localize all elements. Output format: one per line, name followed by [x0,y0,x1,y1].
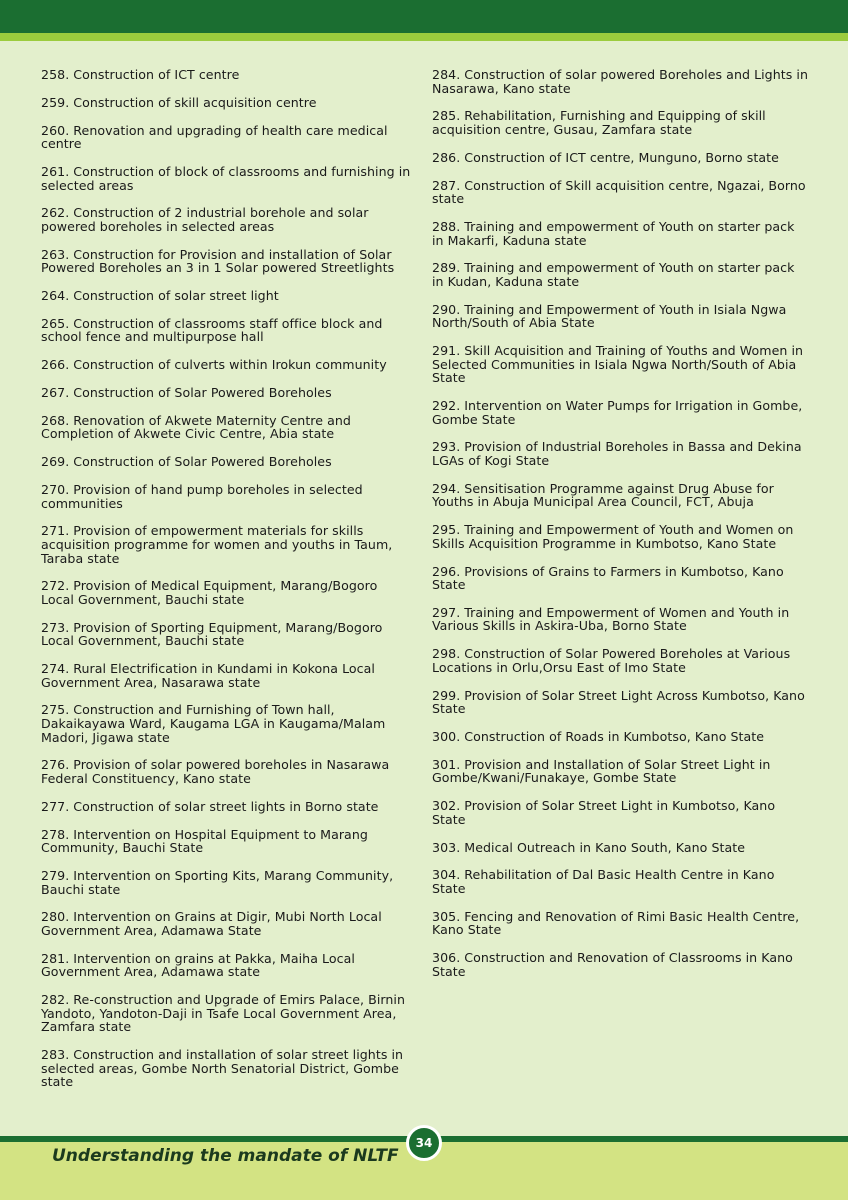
list-item: 279. Intervention on Sporting Kits, Marang Community, Bauchi state [41,867,394,897]
list-item: 271. Provision of empowerment materials for skills acquisition programme for women and youths in Taum, Taraba state [41,523,393,566]
list-item: 292. Intervention on Water Pumps for Irrigation in Gombe, Gombe State [432,398,803,427]
list-item: 263. Construction for Provision and installation of Solar Powered Boreholes an 3 in 1 Solar powered Streetlights [41,246,395,276]
list-item: 259. Construction of skill acquisition centre [41,94,317,110]
page-number-badge: 34 [406,1125,442,1161]
list-item: 260. Renovation and upgrading of health care medical centre [41,122,388,152]
list-item: 306. Construction and Renovation of Classrooms in Kano State [432,950,793,979]
list-item: 302. Provision of Solar Street Light in Kumbotso, Kano State [432,798,776,827]
list-item: 275. Construction and Furnishing of Town hall, Dakaikayawa Ward, Kaugama LGA in Kaugama/Malam Madori, Jigawa state [41,702,386,745]
list-item: 287. Construction of Skill acquisition centre, Ngazai, Borno state [432,177,806,207]
list-item: 293. Provision of Industrial Boreholes in Bassa and Dekina LGAs of Kogi State [432,439,802,468]
list-item: 280. Intervention on Grains at Digir, Mubi North Local Government Area, Adamawa State [41,909,382,938]
list-item: 303. Medical Outreach in Kano South, Kano State [432,839,746,855]
list-item: 304. Rehabilitation of Dal Basic Health Centre in Kano State [432,867,775,896]
list-item: 284. Construction of solar powered Boreholes and Lights in Nasarawa, Kano state [432,67,808,96]
list-item: 273. Provision of Sporting Equipment, Marang/Bogoro Local Government, Bauchi state [41,619,383,649]
list-item: 283. Construction and installation of solar street lights in selected areas, Gombe North Senatorial District, Gombe state [41,1047,404,1090]
list-item: 272. Provision of Medical Equipment, Marang/Bogoro Local Government, Bauchi state [41,578,378,607]
list-item: 286. Construction of ICT centre, Munguno, Borno state [432,149,779,165]
list-item: 281. Intervention on grains at Pakka, Maiha Local Government Area, Adamawa state [41,950,355,980]
list-item: 290. Training and Empowerment of Youth in Isiala Ngwa North/South of Abia State [432,301,787,331]
header-bar-dark [0,0,848,33]
footer-title: Understanding the mandate of NLTF [52,1146,399,1166]
list-item: 267. Construction of Solar Powered Boreholes [41,385,332,400]
header-bar-light [0,33,848,41]
list-item: 299. Provision of Solar Street Light Across Kumbotso, Kano State [432,687,805,717]
list-item: 298. Construction of Solar Powered Boreholes at Various Locations in Orlu,Orsu East of Imo State [432,646,791,675]
list-item: 268. Renovation of Akwete Maternity Centre and Completion of Akwete Civic Centre, Abia state [41,412,351,442]
list-item: 289. Training and empowerment of Youth on starter pack in Kudan, Kaduna state [432,260,795,289]
left-column [41,68,411,1103]
list-item: 266. Construction of culverts within Irokun community [41,357,387,373]
list-item: 295. Training and Empowerment of Youth and Women on Skills Acquisition Programme in Kumbotso, Kano State [432,522,794,551]
list-item: 274. Rural Electrification in Kundami in Kokona Local Government Area, Nasarawa state [41,661,375,690]
list-item: 296. Provisions of Grains to Farmers in Kumbotso, Kano State [432,563,784,593]
list-item: 278. Intervention on Hospital Equipment to Marang Community, Bauchi State [41,826,368,856]
list-item: 270. Provision of hand pump boreholes in selected communities [41,481,363,511]
list-item: 301. Provision and Installation of Solar Street Light in Gombe/Kwani/Funakaye, Gombe State [432,756,771,786]
list-item: 291. Skill Acquisition and Training of Youths and Women in Selected Communities in Isiala Ngwa North/South of Abia State [432,343,804,386]
right-column [432,68,810,992]
list-item: 258. Construction of ICT centre [41,67,240,82]
list-item: 305. Fencing and Renovation of Rimi Basic Health Centre, Kano State [432,908,800,938]
list-item: 297. Training and Empowerment of Women and Youth in Various Skills in Askira-Uba, Borno State [432,604,790,634]
list-item: 285. Rehabilitation, Furnishing and Equipping of skill acquisition centre, Gusau, Zamfara state [432,108,766,137]
list-item: 276. Provision of solar powered boreholes in Nasarawa Federal Constituency, Kano state [41,757,390,786]
list-item: 277. Construction of solar street lights in Borno state [41,798,379,814]
list-item: 269. Construction of Solar Powered Boreholes [41,454,332,470]
list-item: 261. Construction of block of classrooms and furnishing in selected areas [41,163,411,193]
list-item: 300. Construction of Roads in Kumbotso, Kano State [432,729,765,744]
list-item: 264. Construction of solar street light [41,288,279,304]
list-item: 288. Training and empowerment of Youth on starter pack in Makarfi, Kaduna state [432,218,795,248]
list-item: 265. Construction of classrooms staff office block and school fence and multipurpose hall [41,315,383,345]
list-item: 262. Construction of 2 industrial borehole and solar powered boreholes in selected areas [41,205,369,234]
list-item: 294. Sensitisation Programme against Drug Abuse for Youths in Abuja Municipal Area Council, FCT, Abuja [432,480,774,510]
list-item: 282. Re-construction and Upgrade of Emirs Palace, Birnin Yandoto, Yandoton-Daji in Tsafe Local Government Area, Zamfara state [41,992,405,1035]
